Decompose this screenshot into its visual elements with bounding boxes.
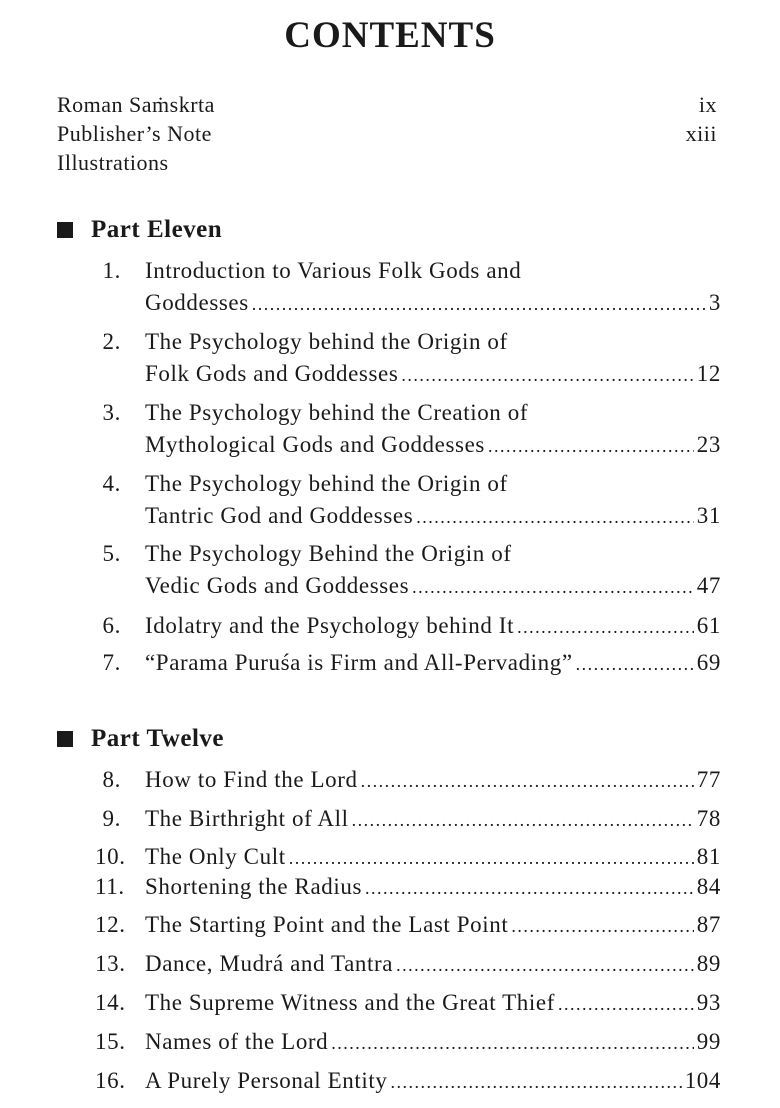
front-matter-label: Roman Saṁskrta [57, 92, 215, 117]
dot-leader [511, 916, 693, 937]
entry-title-text: The Starting Point and the Last Point [145, 912, 509, 937]
entry-number: 2. [102, 329, 121, 354]
entry-page-number: 104 [684, 1068, 721, 1093]
entry-number: 16. [95, 1068, 126, 1093]
entry-title-line2 [145, 432, 721, 458]
entry-title-line2 [145, 503, 721, 529]
toc-entry-13[interactable] [95, 951, 721, 983]
entry-title-line [145, 613, 721, 639]
entry-number: 7. [102, 650, 121, 675]
entry-title-line2 [145, 573, 721, 599]
toc-entry-16[interactable] [95, 1068, 721, 1100]
front-matter-page: ix [698, 92, 717, 117]
front-matter-label: Illustrations [57, 150, 169, 175]
toc-entry-2[interactable] [95, 329, 721, 393]
entry-page-number: 61 [696, 613, 721, 638]
square-bullet-icon [57, 222, 73, 238]
dot-leader [412, 577, 694, 598]
entry-number: 10. [95, 844, 126, 869]
dot-leader [252, 294, 706, 315]
entry-title-line2 [145, 290, 721, 316]
entry-page-number: 31 [696, 503, 721, 528]
front-matter-page: xiii [685, 121, 717, 146]
entry-title-line [145, 1029, 721, 1055]
entry-title-text: The Birthright of All [145, 806, 349, 831]
entry-page-number: 89 [696, 951, 721, 976]
entry-title-line [145, 951, 721, 977]
entry-page-number: 23 [696, 432, 721, 457]
dot-leader [396, 955, 694, 976]
entry-title-text: The Only Cult [145, 844, 286, 869]
toc-entry-5[interactable] [95, 541, 721, 605]
dot-leader [289, 848, 694, 869]
toc-entry-15[interactable] [95, 1029, 721, 1061]
dot-leader [365, 878, 694, 899]
entry-title-text: Dance, Mudrá and Tantra [145, 951, 394, 976]
dot-leader [331, 1033, 694, 1054]
entry-number: 3. [102, 400, 121, 425]
entry-title-text: Names of the Lord [145, 1029, 329, 1054]
entry-number: 8. [102, 767, 121, 792]
dot-leader [517, 617, 694, 638]
entry-title-text: Tantric God and Goddesses [145, 503, 414, 528]
entry-title-text: How to Find the Lord [145, 767, 358, 792]
entry-title-text: Idolatry and the Psychology behind It [145, 613, 515, 638]
entry-title-line [145, 806, 721, 832]
entry-title-text: Folk Gods and Goddesses [145, 361, 399, 386]
entry-number: 13. [95, 951, 126, 976]
front-matter-roman-samskrta[interactable] [57, 92, 717, 118]
entry-number: 9. [102, 806, 121, 831]
toc-entry-14[interactable] [95, 990, 721, 1022]
entry-page-number: 47 [696, 573, 721, 598]
entry-title-line [145, 1068, 721, 1094]
part-heading-twelve [57, 725, 224, 753]
entry-page-number: 3 [708, 290, 721, 315]
entry-page-number: 78 [696, 806, 721, 831]
entry-title-line [145, 650, 721, 676]
dot-leader [401, 365, 693, 386]
entry-page-number: 99 [696, 1029, 721, 1054]
entry-title-line1: The Psychology behind the Origin of [145, 471, 508, 496]
toc-entry-9[interactable] [95, 806, 721, 838]
part-heading-eleven [57, 216, 222, 244]
entry-number: 1. [102, 258, 121, 283]
front-matter-illustrations[interactable] [57, 150, 717, 176]
dot-leader [558, 994, 694, 1015]
entry-title-line1: The Psychology behind the Origin of [145, 329, 508, 354]
entry-page-number: 81 [696, 844, 721, 869]
part-heading-label: Part Eleven [91, 216, 223, 243]
entry-number: 6. [102, 613, 121, 638]
entry-title-text: “Parama Puruśa is Firm and All-Pervading” [145, 650, 573, 675]
entry-page-number: 12 [696, 361, 721, 386]
entry-number: 14. [95, 990, 126, 1015]
square-bullet-icon [57, 731, 73, 747]
dot-leader [416, 507, 694, 528]
front-matter-publishers-note[interactable] [57, 121, 717, 147]
entry-number: 12. [95, 912, 126, 937]
entry-title-line1: The Psychology behind the Creation of [145, 400, 529, 425]
entry-title-line [145, 767, 721, 793]
toc-entry-3[interactable] [95, 400, 721, 464]
entry-title-line [145, 990, 721, 1016]
entry-title-text: Shortening the Radius [145, 874, 363, 899]
entry-page-number: 77 [696, 767, 721, 792]
entry-page-number: 69 [696, 650, 721, 675]
entry-number: 11. [95, 874, 125, 899]
toc-entry-11[interactable] [95, 874, 721, 906]
entry-title-line1: Introduction to Various Folk Gods and [145, 258, 522, 283]
entry-title-line1: The Psychology Behind the Origin of [145, 541, 512, 566]
entry-page-number: 84 [696, 874, 721, 899]
page-title: CONTENTS [284, 15, 496, 56]
entry-number: 4. [102, 471, 121, 496]
dot-leader [361, 771, 694, 792]
entry-title-text: Mythological Gods and Goddesses [145, 432, 485, 457]
entry-number: 15. [95, 1029, 126, 1054]
toc-entry-1[interactable] [95, 258, 721, 322]
entry-title-text: A Purely Personal Entity [145, 1068, 388, 1093]
entry-title-line [145, 912, 721, 938]
toc-entry-8[interactable] [95, 767, 721, 799]
dot-leader [390, 1072, 681, 1093]
dot-leader [576, 654, 694, 675]
entry-title-text: Goddesses [145, 290, 249, 315]
toc-entry-10[interactable] [95, 844, 721, 876]
entry-title-line [145, 874, 721, 900]
dot-leader [488, 436, 694, 457]
part-heading-label: Part Twelve [91, 725, 225, 752]
entry-page-number: 93 [696, 990, 721, 1015]
entry-title-line2 [145, 361, 721, 387]
entry-title-text: Vedic Gods and Goddesses [145, 573, 410, 598]
toc-entry-6[interactable] [95, 613, 721, 645]
entry-number: 5. [102, 541, 121, 566]
dot-leader [352, 810, 694, 831]
toc-entry-4[interactable] [95, 471, 721, 535]
toc-entry-12[interactable] [95, 912, 721, 944]
toc-entry-7[interactable] [95, 650, 721, 682]
entry-page-number: 87 [696, 912, 721, 937]
entry-title-line [145, 844, 721, 870]
front-matter-label: Publisher’s Note [57, 121, 212, 146]
entry-title-text: The Supreme Witness and the Great Thief [145, 990, 555, 1015]
